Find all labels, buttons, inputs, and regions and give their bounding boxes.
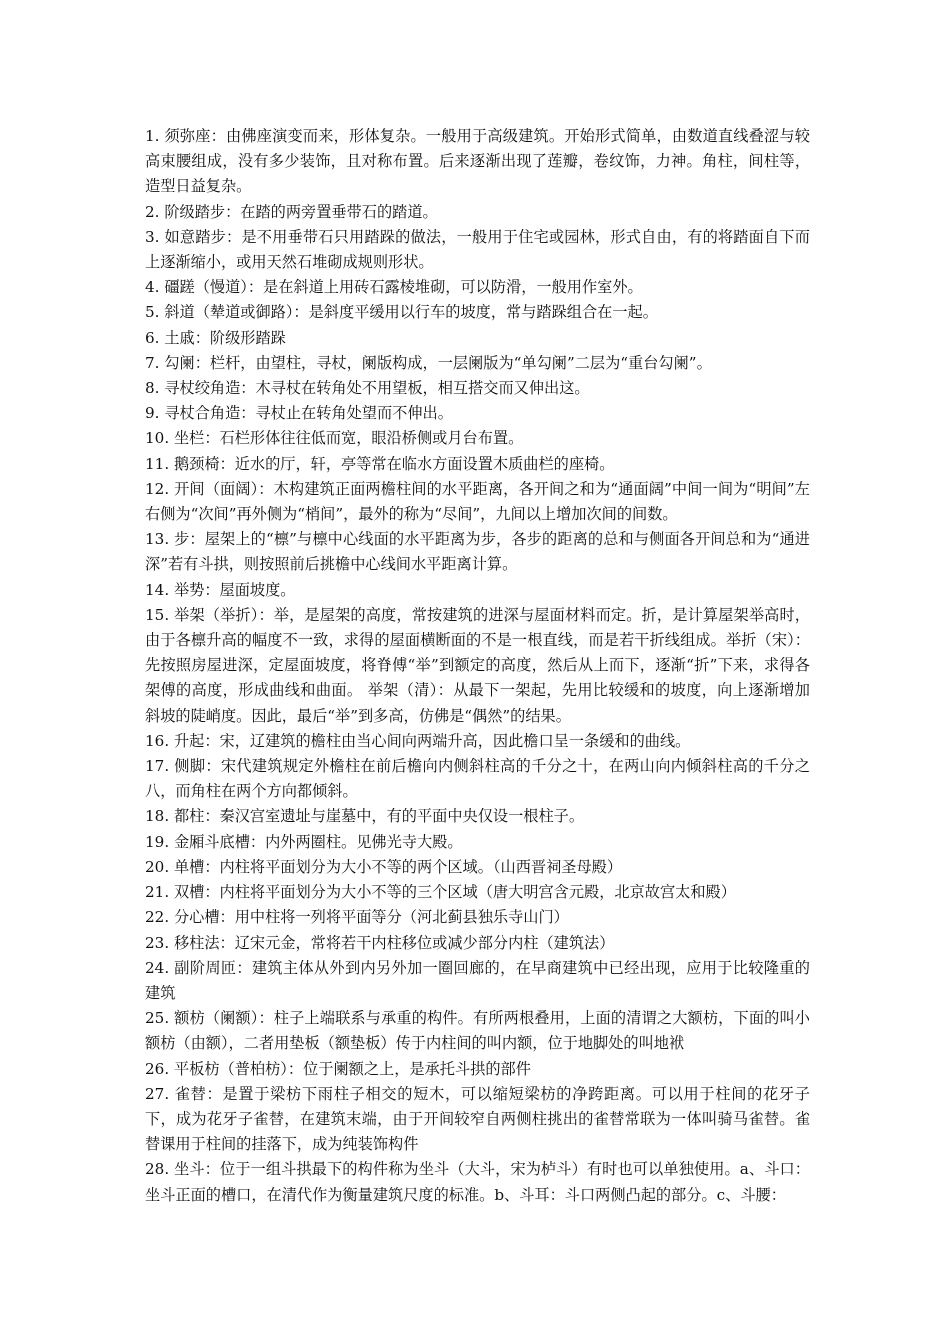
- paragraph-10: 10. 坐栏：石栏形体往往低而宽，眼沿桥侧或月台布置。: [145, 429, 524, 448]
- paragraph-11: 11. 鹅颈椅：近水的厅，轩，亭等常在临水方面设置木质曲栏的座椅。: [145, 454, 615, 473]
- paragraph-15: 15. 举架（举折）：举，是屋架的高度，常按建筑的进深与屋面材料而定。折，是计算屋架举高时，由于各檩升高的幅度不一致，求得的屋面横断面的不是一根直线，而是若干折线组成。举折（宋）：先按照房屋进深，定屋面坡度，将脊傅“举”到额定的高度，然后从上而下，逐渐“折”下来，求得各架傅的高度，形成曲线和曲面。 举架（清）：从最下一架起，先用比较缓和的坡度，向上逐渐增加斜坡的陡峭度。因此，最后“举”到多高，仿佛是“偶然”的结果。: [145, 605, 810, 725]
- paragraph-27: 27. 雀替：是置于梁枋下雨柱子相交的短木，可以缩短梁枋的净跨距离。可以用于柱间的花牙子下，成为花牙子雀替，在建筑末端，由于开间较窄自两侧柱挑出的雀替常联为一体叫骑马雀替。雀替课用于柱间的挂落下，成为纯装饰构件: [145, 1084, 810, 1154]
- paragraph-08: 8. 寻杖绞角造：木寻杖在转角处不用望板，相互搭交而又伸出这。: [145, 379, 590, 398]
- paragraph-24: 24. 副阶周匝：建筑主体从外到内另外加一圈回廊的，在早商建筑中已经出现，应用于比较隆重的建筑: [145, 958, 810, 1002]
- paragraph-20: 20. 单槽：内柱将平面划分为大小不等的两个区域。（山西晋祠圣母殿）: [145, 857, 623, 876]
- paragraph-05: 5. 斜道（辇道或御路）：是斜度平缓用以行车的坡度，常与踏跺组合在一起。: [145, 303, 658, 322]
- paragraph-01: 1. 须弥座：由佛座演变而来，形体复杂。一般用于高级建筑。开始形式简单，由数道直线叠涩与较高束腰组成，没有多少装饰，且对称布置。后来逐渐出现了莲瓣，卷纹饰，力神。角柱，间柱等，造型日益复杂。: [145, 127, 810, 196]
- paragraph-18: 18. 都柱：秦汉宫室遗址与崖墓中，有的平面中央仅设一根柱子。: [145, 807, 585, 826]
- paragraph-19: 19. 金厢斗底槽：内外两圈柱。见佛光寺大殿。: [145, 832, 463, 851]
- paragraph-23: 23. 移柱法：辽宋元金，常将若干内柱移位或减少部分内柱（建筑法）: [145, 933, 615, 952]
- paragraph-12: 12. 开间（面阔）：木构建筑正面两檐柱间的水平距离，各开间之和为“通面阔”中间一间为“明间”左右侧为“次间”再外侧为“梢间”，最外的称为“尽间”，九间以上增加次间的间数。: [145, 479, 810, 524]
- paragraph-26: 26. 平板枋（普柏枋）：位于阑额之上，是承托斗拱的部件: [145, 1059, 531, 1078]
- paragraph-14: 14. 举势：屋面坡度。: [145, 580, 296, 599]
- paragraph-06: 6. 土戚：阶级形踏跺: [145, 328, 286, 347]
- paragraph-28: 28. 坐斗：位于一组斗拱最下的构件称为坐斗（大斗，宋为栌斗）有时也可以单独使用。a、斗口：坐斗正面的槽口，在清代作为衡量建筑尺度的标准。b、斗耳：斗口两侧凸起的部分。c、斗腰：: [145, 1160, 810, 1204]
- paragraph-21: 21. 双槽：内柱将平面划分为大小不等的三个区域（唐大明宫含元殿，北京故宫太和殿）: [145, 883, 736, 902]
- paragraph-09: 9. 寻杖合角造：寻杖止在转角处望而不伸出。: [145, 404, 453, 423]
- paragraph-17: 17. 侧脚：宋代建筑规定外檐柱在前后檐向内侧斜柱高的千分之十，在两山向内倾斜柱高的千分之八，而角柱在两个方向都倾斜。: [145, 757, 810, 801]
- paragraph-13: 13. 步：屋架上的“檩”与檩中心线面的水平距离为步，各步的距离的总和与侧面各开间总和为“通进深”若有斗拱，则按照前后挑檐中心线间水平距离计算。: [145, 530, 810, 574]
- paragraph-16: 16. 升起：宋，辽建筑的檐柱由当心间向两端升高，因此檐口呈一条缓和的曲线。: [145, 731, 691, 750]
- paragraph-07: 7. 勾阑：栏杆，由望柱，寻杖，阑版构成，一层阑版为“单勾阑”二层为“重台勾阑”。: [145, 353, 712, 372]
- paragraph-04: 4. 礓蹉（慢道）：是在斜道上用砖石露棱堆砌，可以防滑，一般用作室外。: [145, 278, 643, 297]
- paragraph-02: 2. 阶级踏步：在踏的两旁置垂带石的踏道。: [145, 202, 438, 221]
- paragraph-25: 25. 额枋（阑额）：柱子上端联系与承重的构件。有所两根叠用，上面的清谓之大额枋，下面的叫小额枋（由额），二者用垫板（额垫板）传于内柱间的叫内额，位于地脚处的叫地袱: [145, 1009, 810, 1053]
- document-body: [145, 124, 810, 1208]
- paragraph-22: 22. 分心槽：用中柱将一列将平面等分（河北蓟县独乐寺山门）: [145, 908, 569, 927]
- paragraph-03: 3. 如意踏步：是不用垂带石只用踏跺的做法，一般用于住宅或园林，形式自由，有的将踏面自下而上逐渐缩小，或用天然石堆砌成规则形状。: [145, 227, 810, 272]
